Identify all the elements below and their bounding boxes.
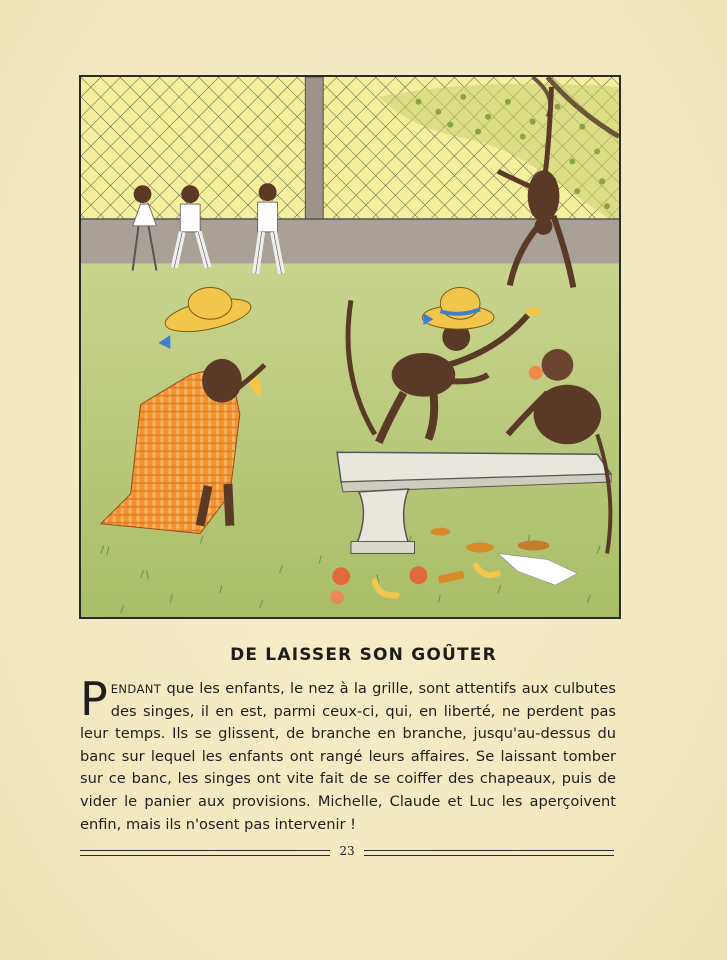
page-footer <box>80 844 614 864</box>
lead-word: ENDANT <box>110 682 162 696</box>
drop-cap: P <box>80 672 108 726</box>
illustration-drawing <box>81 77 619 617</box>
paragraph-text: que les enfants, le nez à la grille, sont attentifs aux culbutes des singes, il en est, parmi ceux-ci, qui, en liberté, ne perdent pas leur temps. Ils se glissent, de branche en branche, jusqu'au-dessus du banc sur lequel les enfants ont rangé leurs affaires. Se laissant tomber sur ce banc, les singes ont vite fait de se coiffer des chapeaux, puis de vider le panier aux provisions. Michelle, Claude et Luc les aperçoivent enfin, mais ils n'osent pas intervenir ! <box>80 680 616 833</box>
monkeys-on-bench-illustration <box>79 75 621 619</box>
fence-post <box>305 77 323 226</box>
story-paragraph <box>80 672 616 836</box>
chapter-heading: DE LAISSER SON GOÛTER <box>230 645 497 665</box>
page-number: 23 <box>339 844 355 858</box>
